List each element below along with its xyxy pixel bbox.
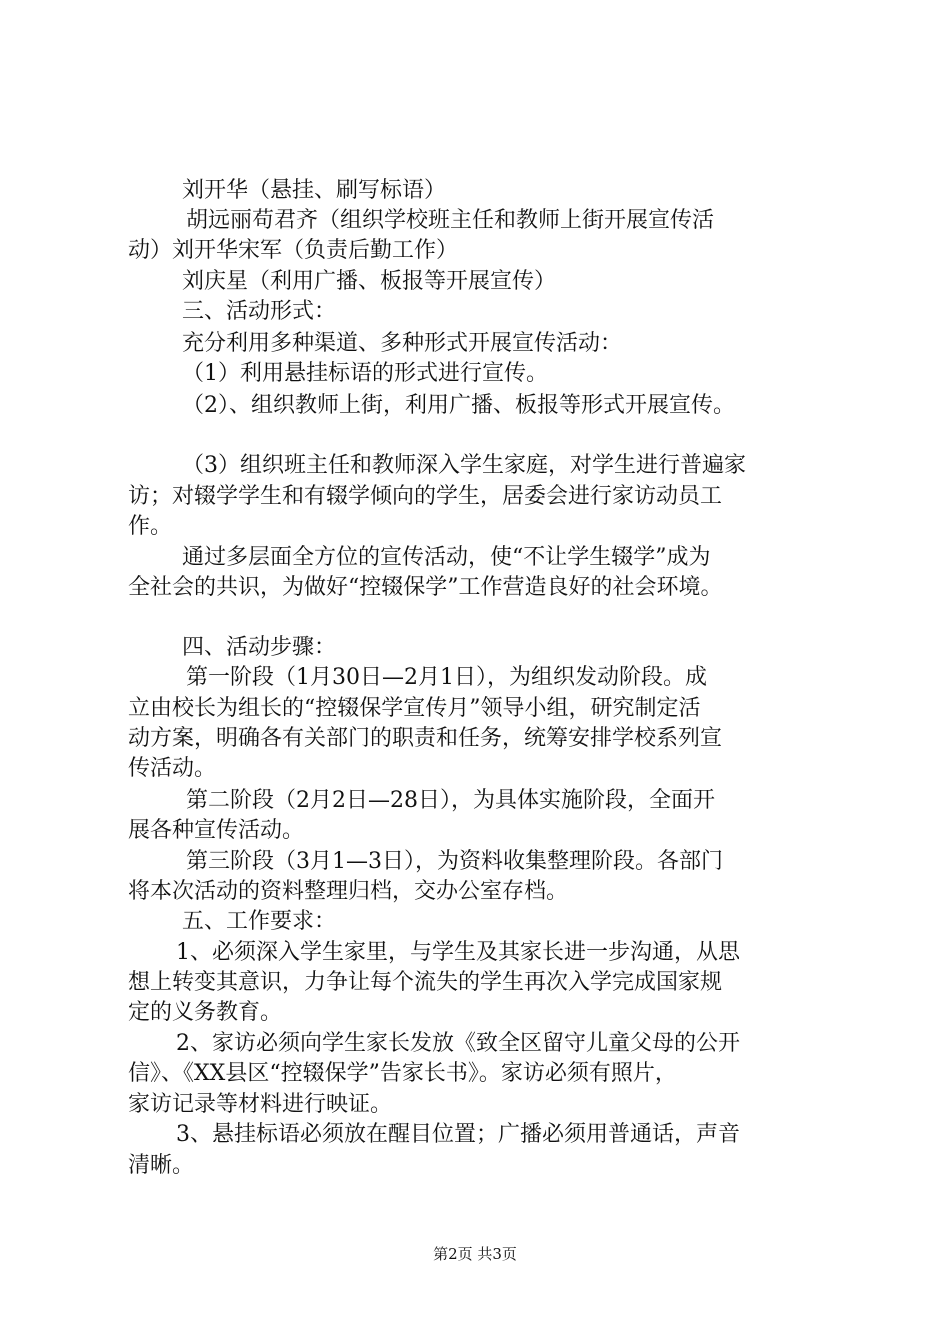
paragraph-line: 作。	[128, 514, 173, 539]
paragraph-line: 刘开华（悬挂、刷写标语）	[182, 178, 447, 203]
list-item: （3）组织班主任和教师深入学生家庭，对学生进行普遍家	[182, 453, 746, 478]
paragraph-line: 全社会的共识，为做好“控辍保学”工作营造良好的社会环境。	[128, 575, 723, 600]
paragraph-line: 访；对辍学学生和有辍学倾向的学生，居委会进行家访动员工	[128, 484, 723, 509]
section-heading: 三、活动形式：	[182, 299, 337, 324]
paragraph-line: 刘庆星（利用广播、板报等开展宣传）	[182, 269, 557, 294]
list-item: （2）、组织教师上街，利用广播、板报等形式开展宣传。	[182, 393, 735, 418]
paragraph-line: 将本次活动的资料整理归档，交办公室存档。	[128, 879, 569, 904]
paragraph-line: 动）刘开华宋军（负责后勤工作）	[128, 238, 459, 263]
list-item: （1）利用悬挂标语的形式进行宣传。	[182, 361, 548, 386]
paragraph-line: 信》、《XX县区“控辍保学”告家长书》。家访必须有照片，	[128, 1061, 677, 1086]
paragraph-line: 第三阶段（3月1—3日），为资料收集整理阶段。各部门	[186, 849, 723, 874]
section-heading: 四、活动步骤：	[182, 635, 337, 660]
paragraph-line: 立由校长为组长的“控辍保学宣传月”领导小组，研究制定活	[128, 696, 701, 721]
paragraph-line: 通过多层面全方位的宣传活动，使“不让学生辍学”成为	[182, 545, 711, 570]
list-item: 2、家访必须向学生家长发放《致全区留守儿童父母的公开	[176, 1031, 740, 1056]
paragraph-line: 胡远丽苟君齐（组织学校班主任和教师上街开展宣传活	[186, 208, 715, 233]
paragraph-line: 充分利用多种渠道、多种形式开展宣传活动：	[182, 331, 623, 356]
list-item: 1、必须深入学生家里，与学生及其家长进一步沟通，从思	[176, 940, 740, 965]
paragraph-line: 传活动。	[128, 756, 217, 781]
section-heading: 五、工作要求：	[182, 909, 337, 934]
page-footer: 第2页 共3页	[433, 1245, 517, 1263]
paragraph-line: 第一阶段（1月30日—2月1日），为组织发动阶段。成	[186, 665, 707, 690]
paragraph-line: 想上转变其意识，力争让每个流失的学生再次入学完成国家规	[128, 970, 723, 995]
list-item: 3、悬挂标语必须放在醒目位置；广播必须用普通话，声音	[176, 1122, 740, 1147]
paragraph-line: 清晰。	[128, 1153, 195, 1178]
paragraph-line: 定的义务教育。	[128, 1000, 283, 1025]
paragraph-line: 第二阶段（2月2日—28日），为具体实施阶段，全面开	[186, 788, 715, 813]
paragraph-line: 动方案，明确各有关部门的职责和任务，统筹安排学校系列宣	[128, 726, 723, 751]
paragraph-line: 家访记录等材料进行映证。	[128, 1092, 393, 1117]
paragraph-line: 展各种宣传活动。	[128, 818, 305, 843]
